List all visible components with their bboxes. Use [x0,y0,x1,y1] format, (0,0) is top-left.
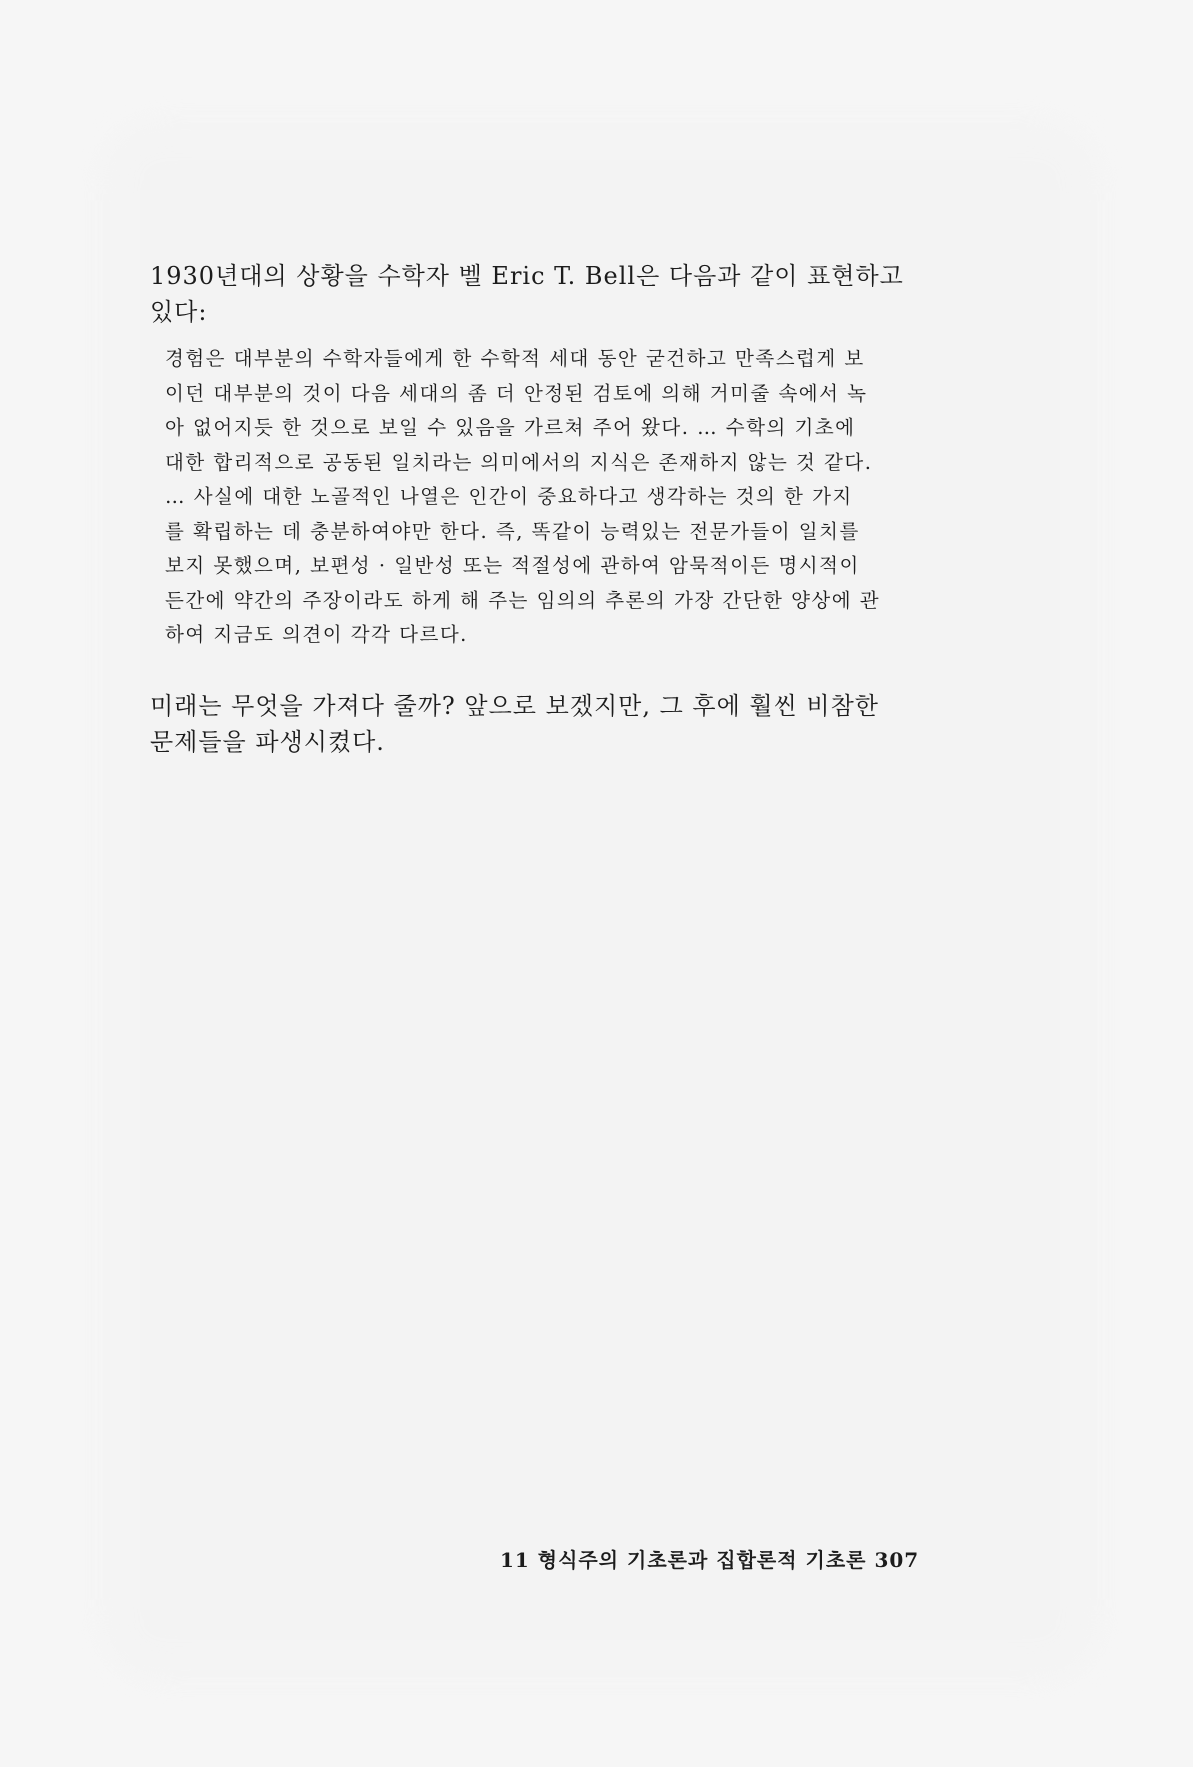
quote-line: 이던 대부분의 것이 다음 세대의 좀 더 안정된 검토에 의해 거미줄 속에서 녹 [165,381,868,405]
quote-line: 든간에 약간의 주장이라도 하게 해 주는 임의의 추론의 가장 간단한 양상에 관 [165,588,881,612]
quote-line: 하여 지금도 의견이 각각 다르다. [165,623,468,646]
intro-line: 1930년대의 상황을 수학자 벨 Eric T. Bell은 다음과 같이 표현하고 [150,262,904,290]
closing-paragraph [150,688,1000,760]
running-footer: 11 형식주의 기초론과 집합론적 기초론 307 [500,1548,920,1572]
intro-line: 있다: [150,298,208,326]
closing-line: 미래는 무엇을 가져다 줄까? 앞으로 보겠지만, 그 후에 훨씬 비참한 [150,692,879,720]
quote-line: 대한 합리적으로 공동된 일치라는 의미에서의 지식은 존재하지 않는 것 같다. [165,450,873,474]
quote-line: 아 없어지듯 한 것으로 보일 수 있음을 가르쳐 주어 왔다. … 수학의 기초에 [165,416,856,439]
quote-line: 경험은 대부분의 수학자들에게 한 수학적 세대 동안 굳건하고 만족스럽게 보 [165,347,865,370]
quote-line: … 사실에 대한 노골적인 나열은 인간이 중요하다고 생각하는 것의 한 가지 [165,485,853,508]
block-quote [165,342,997,653]
intro-paragraph [150,258,1000,330]
quote-line: 보지 못했으며, 보편성 · 일반성 또는 적절성에 관하여 암묵적이든 명시적이 [165,554,860,577]
closing-line: 문제들을 파생시켰다. [150,728,385,756]
quote-line: 를 확립하는 데 충분하여야만 한다. 즉, 똑같이 능력있는 전문가들이 일치를 [165,519,860,543]
